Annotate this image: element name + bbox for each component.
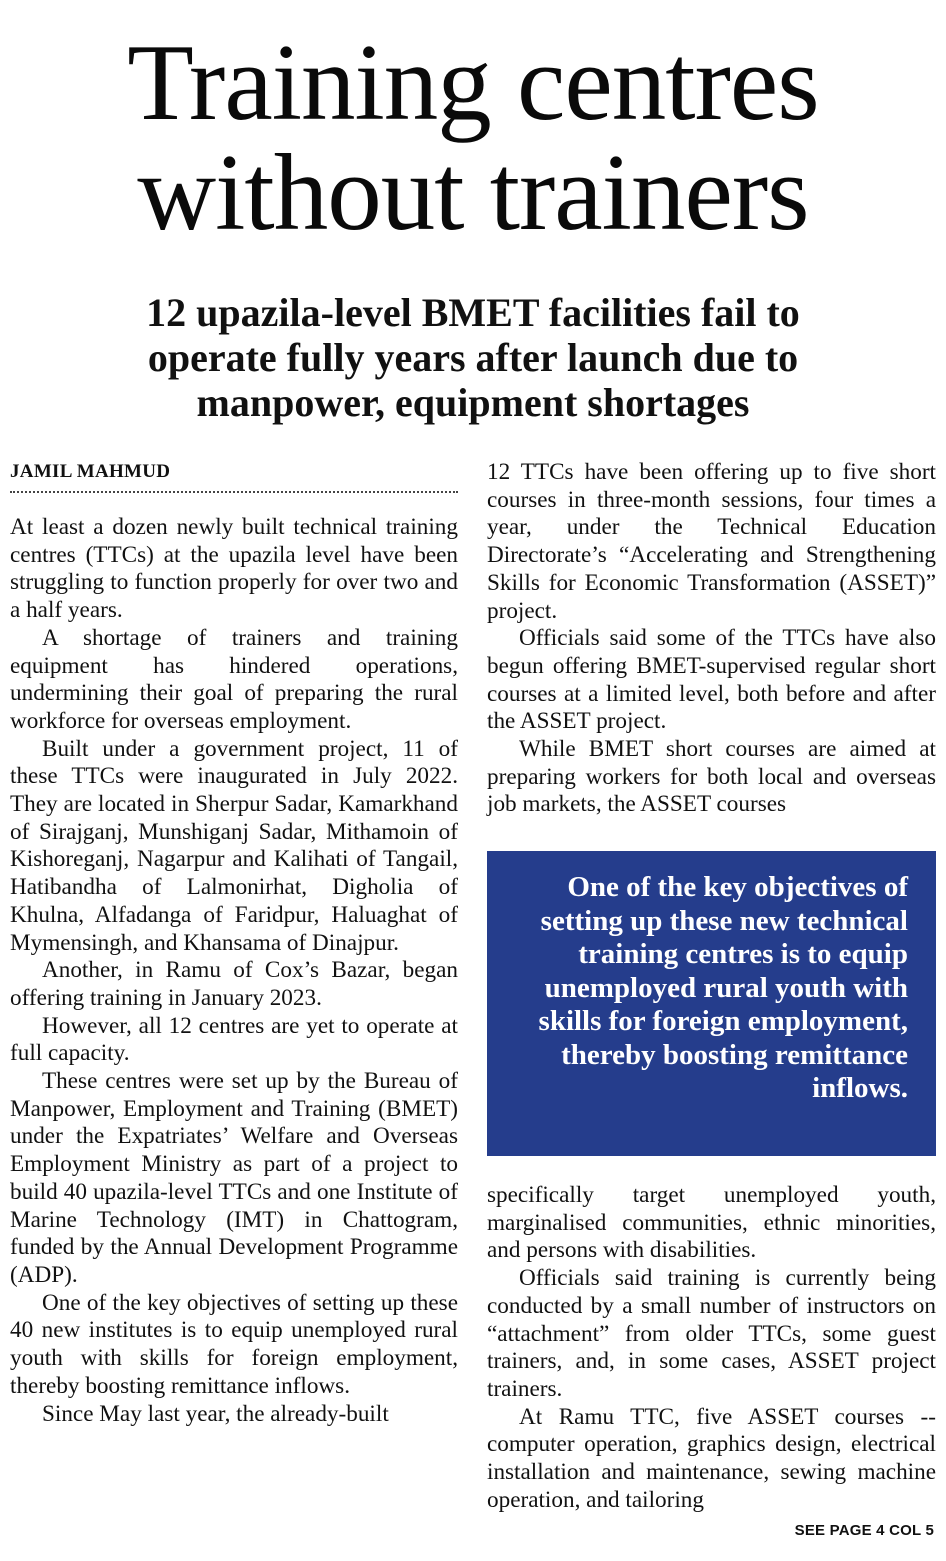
- subheadline-line-2: operate fully years after launch due to: [147, 335, 799, 380]
- paragraph: Officials said some of the TTCs have also begun offering BMET-supervised regular short courses at a limited level, both before and after the ASSET project.: [487, 625, 936, 735]
- pull-quote-text: One of the key objectives of setting up these new technical training centres is to equip unemployed rural youth with skills for foreign employment, thereby boosting remittance inflows.: [538, 871, 908, 1104]
- paragraph: specifically target unemployed youth, marginalised communities, ethnic minorities, and persons with disabilities.: [487, 1182, 936, 1264]
- paragraph: 12 TTCs have been offering up to five short courses in three-month sessions, four times a year, under the Technical Education Directorate’s “Accelerating and Strengthening Skills for Economic Transformation (ASSET)” project.: [487, 459, 936, 624]
- paragraph: While BMET short courses are aimed at preparing workers for both local and overseas job markets, the ASSET courses: [487, 736, 936, 818]
- right-column-top: [487, 459, 936, 819]
- headline-line-1: Training centres: [127, 22, 819, 143]
- paragraph: Built under a government project, 11 of these TTCs were inaugurated in July 2022. They are located in Sherpur Sadar, Kamarkhand of Sirajganj, Munshiganj Sadar, Mithamoin of Kishoreganj, Nagarpur and Kalihati of Tangail, Hatibandha of Lalmonirhat, Digholia of Khulna, Alfadanga of Faridpur, Haluaghat of Mymensingh, and Khansama of Dinajpur.: [10, 735, 458, 956]
- byline: JAMIL MAHMUD: [10, 461, 458, 493]
- paragraph: A shortage of trainers and training equipment has hindered operations, undermining their goal of preparing the rural workforce for overseas employment.: [10, 624, 458, 734]
- paragraph: One of the key objectives of setting up these 40 new institutes is to equip unemployed rural youth with skills for foreign employment, thereby boosting remittance inflows.: [10, 1289, 458, 1399]
- paragraph: Since May last year, the already-built: [42, 1400, 389, 1427]
- subheadline: [0, 290, 946, 425]
- left-column: [10, 514, 458, 1428]
- subheadline-line-1: 12 upazila-level BMET facilities fail to: [146, 290, 800, 335]
- paragraph: At least a dozen newly built technical training centres (TTCs) at the upazila level have been struggling to function properly for over two and a half years.: [10, 514, 458, 624]
- headline-line-2: without trainers: [137, 132, 809, 253]
- paragraph: However, all 12 centres are yet to operate at full capacity.: [10, 1012, 458, 1067]
- pull-quote-box: [487, 851, 936, 1156]
- subheadline-line-3: manpower, equipment shortages: [196, 380, 750, 425]
- paragraph: These centres were set up by the Bureau of Manpower, Employment and Training (BMET) under the Expatriates’ Welfare and Overseas Employment Ministry as part of a project to build 40 upazila-level TTCs and one Institute of Marine Technology (IMT) in Chattogram, funded by the Annual Development Programme (ADP).: [10, 1068, 458, 1288]
- paragraph: Another, in Ramu of Cox’s Bazar, began offering training in January 2023.: [10, 957, 458, 1011]
- paragraph: At Ramu TTC, five ASSET courses -- computer operation, graphics design, electrical installation and maintenance, sewing machine operation, and tailoring: [487, 1403, 936, 1513]
- continued-on-page-label: SEE PAGE 4 COL 5: [794, 1522, 934, 1539]
- headline: [0, 22, 946, 253]
- right-column-bottom: [487, 1182, 936, 1514]
- paragraph: Officials said training is currently being conducted by a small number of instructors on “attachment” from older TTCs, some guest trainers, and, in some cases, ASSET project trainers.: [487, 1265, 936, 1402]
